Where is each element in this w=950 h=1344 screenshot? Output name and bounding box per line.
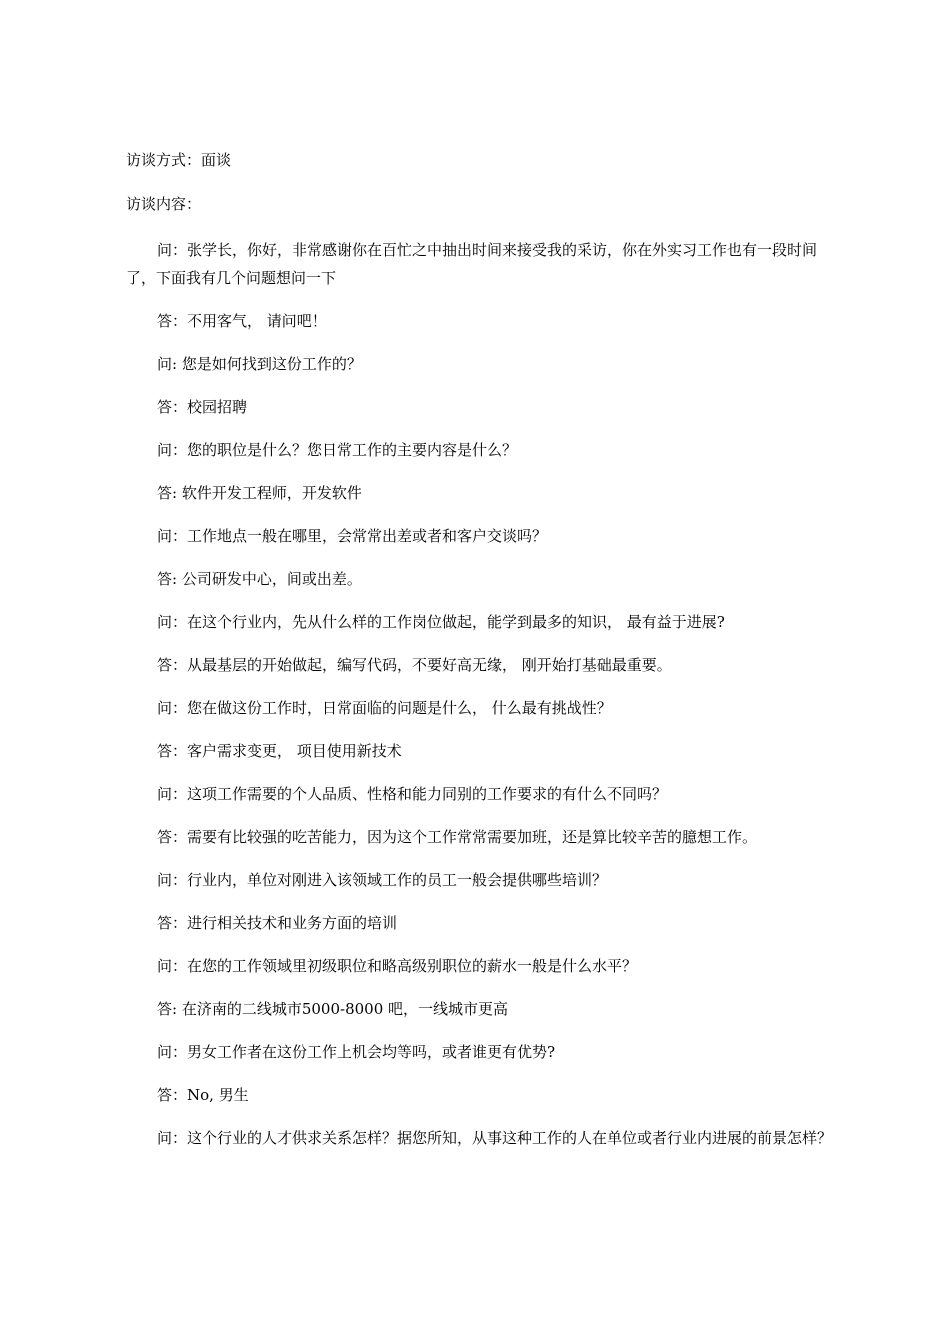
- answer-paragraph: 答：校园招聘: [157, 398, 248, 416]
- answer-paragraph: 答: 软件开发工程师，开发软件: [157, 484, 362, 502]
- question-paragraph: 问：男女工作者在这份工作上机会均等吗，或者谁更有优势?: [157, 1043, 556, 1061]
- question-paragraph: 问：这项工作需要的个人品质、性格和能力同别的工作要求的有什么不同吗？: [157, 785, 668, 803]
- question-paragraph: 问：您在做这份工作时，日常面临的问题是什么， 什么最有挑战性？: [157, 699, 612, 717]
- question-paragraph: 问：在这个行业内，先从什么样的工作岗位做起，能学到最多的知识， 最有益于进展?: [157, 613, 725, 631]
- interview-content-label: 访谈内容：: [126, 195, 202, 213]
- interview-method: 访谈方式：面谈: [126, 151, 232, 169]
- question-paragraph: 问：在您的工作领域里初级职位和略高级别职位的薪水一般是什么水平？: [157, 957, 638, 975]
- question-paragraph: 问：张学长，你好，非常感谢你在百忙之中抽出时间来接受我的采访，你在外实习工作也有一段时间了，下面我有几个问题想问一下: [126, 241, 818, 287]
- question-paragraph: 问：您的职位是什么？您日常工作的主要内容是什么？: [157, 441, 518, 459]
- question-paragraph: 问：行业内，单位对刚进入该领域工作的员工一般会提供哪些培训？: [157, 871, 608, 889]
- answer-paragraph: 答：客户需求变更， 项目使用新技术: [157, 742, 402, 760]
- answer-paragraph: 答：从最基层的开始做起，编写代码，不要好高无缘， 刚开始打基础最重要。: [157, 656, 672, 674]
- answer-paragraph: 答：进行相关技术和业务方面的培训: [157, 914, 398, 932]
- answer-paragraph: 答：不用客气， 请问吧！: [157, 312, 327, 330]
- answer-paragraph: 答：需要有比较强的吃苦能力，因为这个工作常常需要加班，还是算比较辛苦的臆想工作。: [157, 828, 758, 846]
- answer-paragraph: 答: 公司研发中心，间或出差。: [157, 570, 362, 588]
- qa-list: [126, 236, 836, 1167]
- answer-paragraph: 答: 在济南的二线城市5000-8000 吧，一线城市更高: [157, 1000, 509, 1018]
- question-paragraph: 问：这个行业的人才供求关系怎样？据您所知，从事这种工作的人在单位或者行业内进展的前景怎样？: [157, 1129, 833, 1147]
- question-paragraph: 问：工作地点一般在哪里，会常常出差或者和客户交谈吗？: [157, 527, 548, 545]
- question-paragraph: 问: 您是如何找到这份工作的？: [157, 355, 362, 373]
- answer-paragraph: 答：No, 男生: [157, 1086, 249, 1104]
